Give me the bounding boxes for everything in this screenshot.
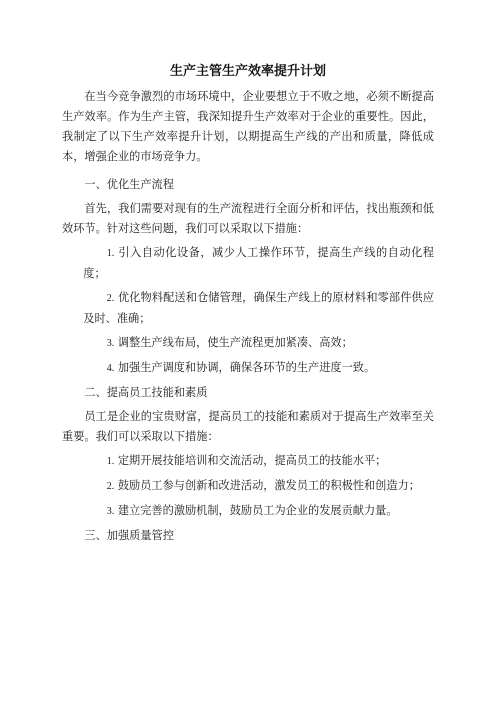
list-item <box>62 243 434 284</box>
list-item-number: 2. <box>106 293 115 304</box>
list-item-text: 引入自动化设备，减少人工操作环节，提高生产线的自动化程度； <box>83 246 434 280</box>
document-title: 生产主管生产效率提升计划 <box>169 64 326 79</box>
list-item <box>62 451 434 472</box>
list-item-text: 鼓励员工参与创新和改进活动，激发员工的积极性和创造力； <box>117 479 420 492</box>
section-heading-1: 一、优化生产流程 <box>84 178 174 191</box>
list-item <box>62 501 434 522</box>
list-item-number: 1. <box>106 248 115 259</box>
list-item-text: 调整生产线布局，使生产流程更加紧凑、高效； <box>117 336 353 349</box>
intro-paragraph: 在当今竞争激烈的市场环境中，企业要想立于不败之地，必须不断提高生产效率。作为生产主管，我深知提升生产效率对于企业的重要性。因此，我制定了以下生产效率提升计划，以期提高生产线的产出和质量，降低成本，增强企业的市场竞争力。 <box>62 90 434 163</box>
section-1-paragraph: 首先，我们需要对现有的生产流程进行全面分析和评估，找出瓶颈和低效环节。针对这些问题，我们可以采取以下措施： <box>62 202 434 235</box>
document-body <box>62 62 434 550</box>
list-item-number: 3. <box>106 338 115 349</box>
list-item <box>62 288 434 329</box>
list-item-number: 1. <box>106 456 115 467</box>
list-item-number: 3. <box>106 506 115 517</box>
list-item-text: 建立完善的激励机制，鼓励员工为企业的发展贡献力量。 <box>117 504 398 517</box>
list-item-text: 定期开展技能培训和交流活动，提高员工的技能水平； <box>117 454 387 467</box>
list-item <box>62 476 434 497</box>
section-2-paragraph: 员工是企业的宝贵财富，提高员工的技能和素质对于提高生产效率至关重要。我们可以采取以下措施： <box>62 410 434 443</box>
list-item-text: 加强生产调度和协调，确保各环节的生产进度一致。 <box>117 361 376 374</box>
section-heading-2: 二、提高员工技能和素质 <box>84 386 208 399</box>
list-item-text: 优化物料配送和仓储管理，确保生产线上的原材料和零部件供应及时、准确； <box>83 291 434 325</box>
list-item <box>62 333 434 354</box>
list-item <box>62 358 434 379</box>
list-item-number: 4. <box>106 363 115 374</box>
section-heading-3: 三、加强质量管控 <box>84 529 174 542</box>
list-item-number: 2. <box>106 481 115 492</box>
